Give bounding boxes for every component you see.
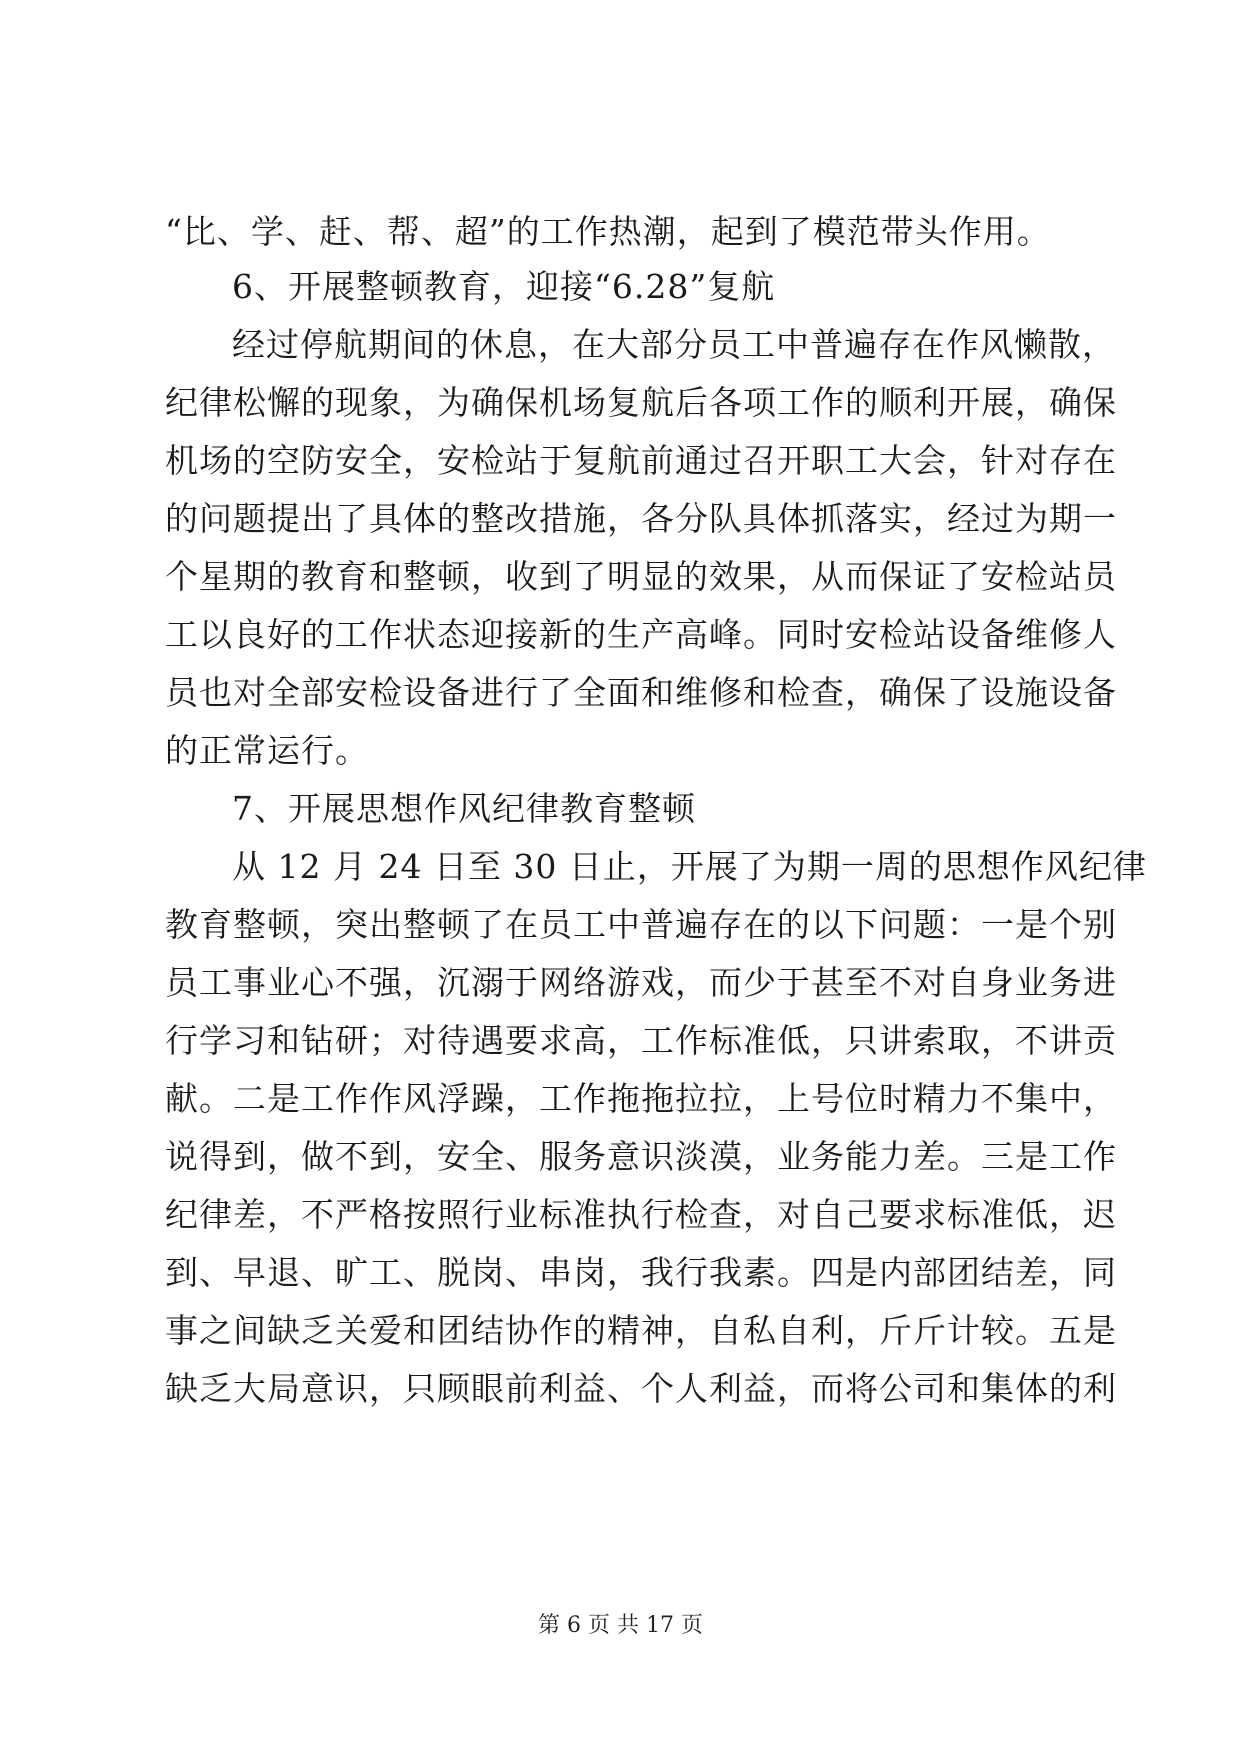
section-heading-7: 7、开展思想作风纪律教育整顿	[232, 789, 696, 828]
paragraph-line: 的问题提出了具体的整改措施，各分队具体抓落实，经过为期一	[165, 499, 1117, 538]
paragraph-line: 个星期的教育和整顿，收到了明显的效果，从而保证了安检站员	[165, 557, 1117, 596]
paragraph-line: 机场的空防安全，安检站于复航前通过召开职工大会，针对存在	[165, 441, 1117, 480]
paragraph-line: 说得到，做不到，安全、服务意识淡漠，业务能力差。三是工作	[165, 1137, 1117, 1176]
paragraph-line: 献。二是工作作风浮躁，工作拖拖拉拉，上号位时精力不集中，	[165, 1079, 1117, 1118]
paragraph-line: 纪律松懈的现象，为确保机场复航后各项工作的顺利开展，确保	[165, 383, 1117, 422]
paragraph-line: 从 12 月 24 日至 30 日止，开展了为期一周的思想作风纪律	[232, 847, 1147, 886]
paragraph-line: 的正常运行。	[165, 731, 369, 770]
paragraph-line: 员工事业心不强，沉溺于网络游戏，而少于甚至不对自身业务进	[165, 963, 1117, 1002]
section-heading-6: 6、开展整顿教育，迎接“6.28”复航	[232, 267, 776, 306]
paragraph-line: 事之间缺乏关爱和团结协作的精神，自私自利，斤斤计较。五是	[165, 1311, 1117, 1350]
paragraph-line: 到、早退、旷工、脱岗、串岗，我行我素。四是内部团结差，同	[165, 1253, 1117, 1292]
paragraph-line: 行学习和钻研；对待遇要求高，工作标准低，只讲索取，不讲贡	[165, 1021, 1117, 1060]
page-number-footer: 第 6 页 共 17 页	[538, 1613, 703, 1638]
paragraph-line: 教育整顿，突出整顿了在员工中普遍存在的以下问题：一是个别	[165, 905, 1117, 944]
paragraph-line: “比、学、赶、帮、超”的工作热潮，起到了模范带头作用。	[165, 212, 1051, 251]
paragraph-line: 纪律差，不严格按照行业标准执行检查，对自己要求标准低，迟	[165, 1195, 1117, 1234]
paragraph-line: 工以良好的工作状态迎接新的生产高峰。同时安检站设备维修人	[165, 615, 1117, 654]
paragraph-line: 缺乏大局意识，只顾眼前利益、个人利益，而将公司和集体的利	[165, 1369, 1117, 1408]
paragraph-line: 员也对全部安检设备进行了全面和维修和检查，确保了设施设备	[165, 673, 1117, 712]
paragraph-line: 经过停航期间的休息，在大部分员工中普遍存在作风懒散，	[232, 325, 1116, 364]
